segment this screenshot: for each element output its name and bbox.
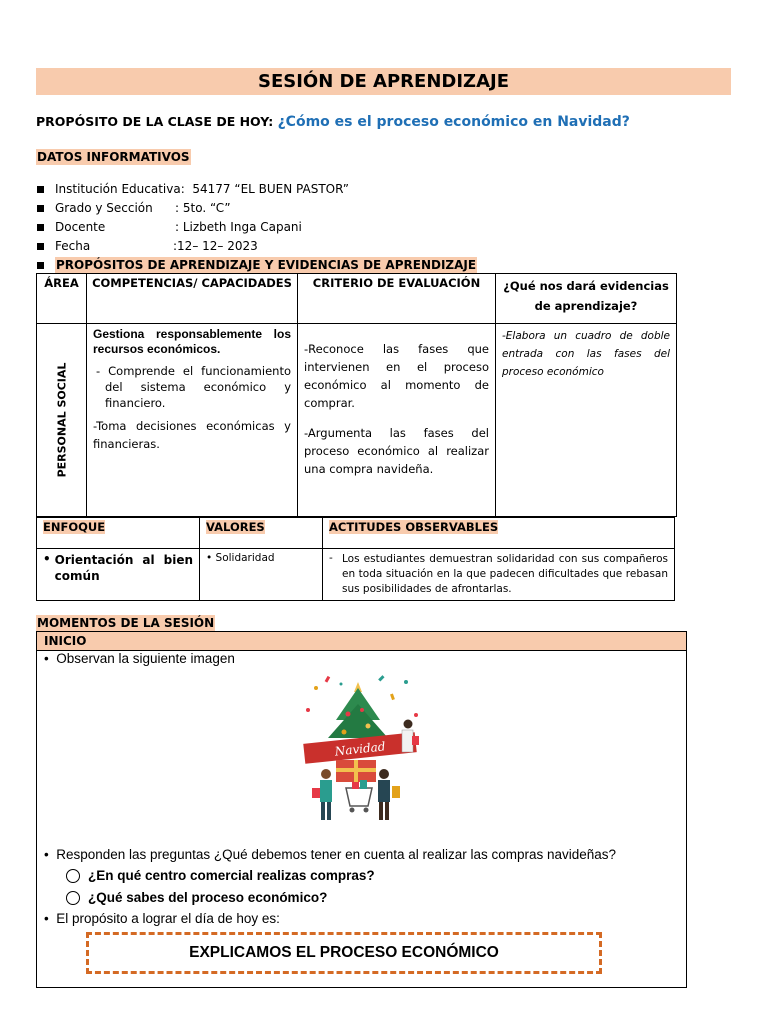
header-area: ÁREA [37, 274, 87, 324]
competencias-table [36, 273, 677, 517]
criterio-2: -Argumenta las fases del proceso económico al realizar una compra navideña. [304, 426, 489, 476]
criterio-cell [298, 324, 496, 517]
info-item: Docente : Lizbeth Inga Capani [36, 218, 477, 237]
enfoque-text: Orientación al bien común [54, 553, 193, 583]
bullet-icon [37, 224, 44, 231]
bullet-icon [37, 205, 44, 212]
datos-heading-wrap [36, 148, 191, 166]
cart-icon [346, 788, 372, 806]
smiley-icon [66, 869, 80, 883]
proposito-line: • El propósito a lograr el día de hoy es: [44, 911, 280, 926]
purpose-label: PROPÓSITO DE LA CLASE DE HOY [36, 114, 269, 129]
question-1: ¿En qué centro comercial realizas compras? [66, 868, 375, 883]
header-actitudes: ACTITUDES OBSERVABLES [323, 518, 675, 549]
purpose-line: PROPÓSITO DE LA CLASE DE HOY: ¿Cómo es el proceso económico en Navidad? [36, 114, 630, 130]
responden-line: • Responden las preguntas ¿Qué debemos tener en cuenta al realizar las compras navideñas? [44, 847, 617, 862]
bullet-icon [37, 186, 44, 193]
evidencia-text: -Elabora un cuadro de doble entrada con las fases del proceso económico [502, 330, 670, 378]
header-criterio: CRITERIO DE EVALUACIÓN [298, 274, 496, 324]
datos-heading: DATOS INFORMATIVOS [37, 150, 190, 164]
page-title: SESIÓN DE APRENDIZAJE [36, 68, 731, 95]
header-enfoque: ENFOQUE [37, 518, 200, 549]
explicamos-box [86, 932, 602, 974]
actitud-text: Los estudiantes demuestran solidaridad con sus compañeros en toda situación en la que padecen dificultades que rebasan sus posibilidades de afrontarlas. [342, 553, 668, 595]
area-label: PERSONAL SOCIAL [55, 362, 68, 478]
momentos-heading: MOMENTOS DE LA SESIÓN [37, 616, 215, 630]
bullet-icon [37, 243, 44, 250]
evidencia-cell [496, 324, 677, 517]
area-cell [37, 324, 87, 517]
navidad-banner-text: Navidad [334, 739, 387, 759]
inicio-header: INICIO [36, 631, 687, 651]
explicamos-text: EXPLICAMOS EL PROCESO ECONÓMICO [189, 944, 499, 961]
bullet-icon [37, 262, 44, 269]
capacidad-1: - Comprende el funcionamiento del sistema económico y financiero. [96, 364, 291, 410]
momentos-heading-wrap [36, 614, 215, 632]
criterio-1: -Reconoce las fases que intervienen en el proceso económico al momento de comprar. [304, 342, 489, 410]
purpose-question: ¿Cómo es el proceso económico en Navidad? [277, 114, 630, 130]
header-competencias: COMPETENCIAS/ CAPACIDADES [87, 274, 298, 324]
propositos-heading: PROPÓSITOS DE APRENDIZAJE Y EVIDENCIAS DE APRENDIZAJE [56, 258, 477, 272]
actitud-cell: - Los estudiantes demuestran solidaridad con sus compañeros en toda situación en la que padecen dificultades que rebasan sus posibilidades de afrontarlas. [323, 549, 675, 601]
header-valores: VALORES [200, 518, 323, 549]
header-evidencias: ¿Qué nos dará evidencias de aprendizaje? [496, 274, 677, 324]
info-list [36, 180, 477, 275]
question-2: ¿Qué sabes del proceso económico? [66, 890, 327, 905]
competencia-title: Gestiona responsablemente los recursos económicos. [93, 327, 291, 356]
valor-cell: • Solidaridad [200, 549, 323, 601]
info-item: Institución Educativa: 54177 “EL BUEN PASTOR” [36, 180, 477, 199]
capacidad-2: -Toma decisiones económicas y financieras. [93, 419, 291, 451]
info-item: Grado y Sección : 5to. “C” [36, 199, 477, 218]
enfoque-table [36, 517, 675, 601]
enfoque-cell: • Orientación al bien común [37, 549, 200, 601]
valor-text: Solidaridad [215, 552, 275, 564]
observan-line: • Observan la siguiente imagen [44, 651, 235, 666]
competencias-cell [87, 324, 298, 517]
navidad-illustration [296, 670, 426, 825]
smiley-icon [66, 891, 80, 905]
info-item: Fecha :12– 12– 2023 [36, 237, 477, 256]
